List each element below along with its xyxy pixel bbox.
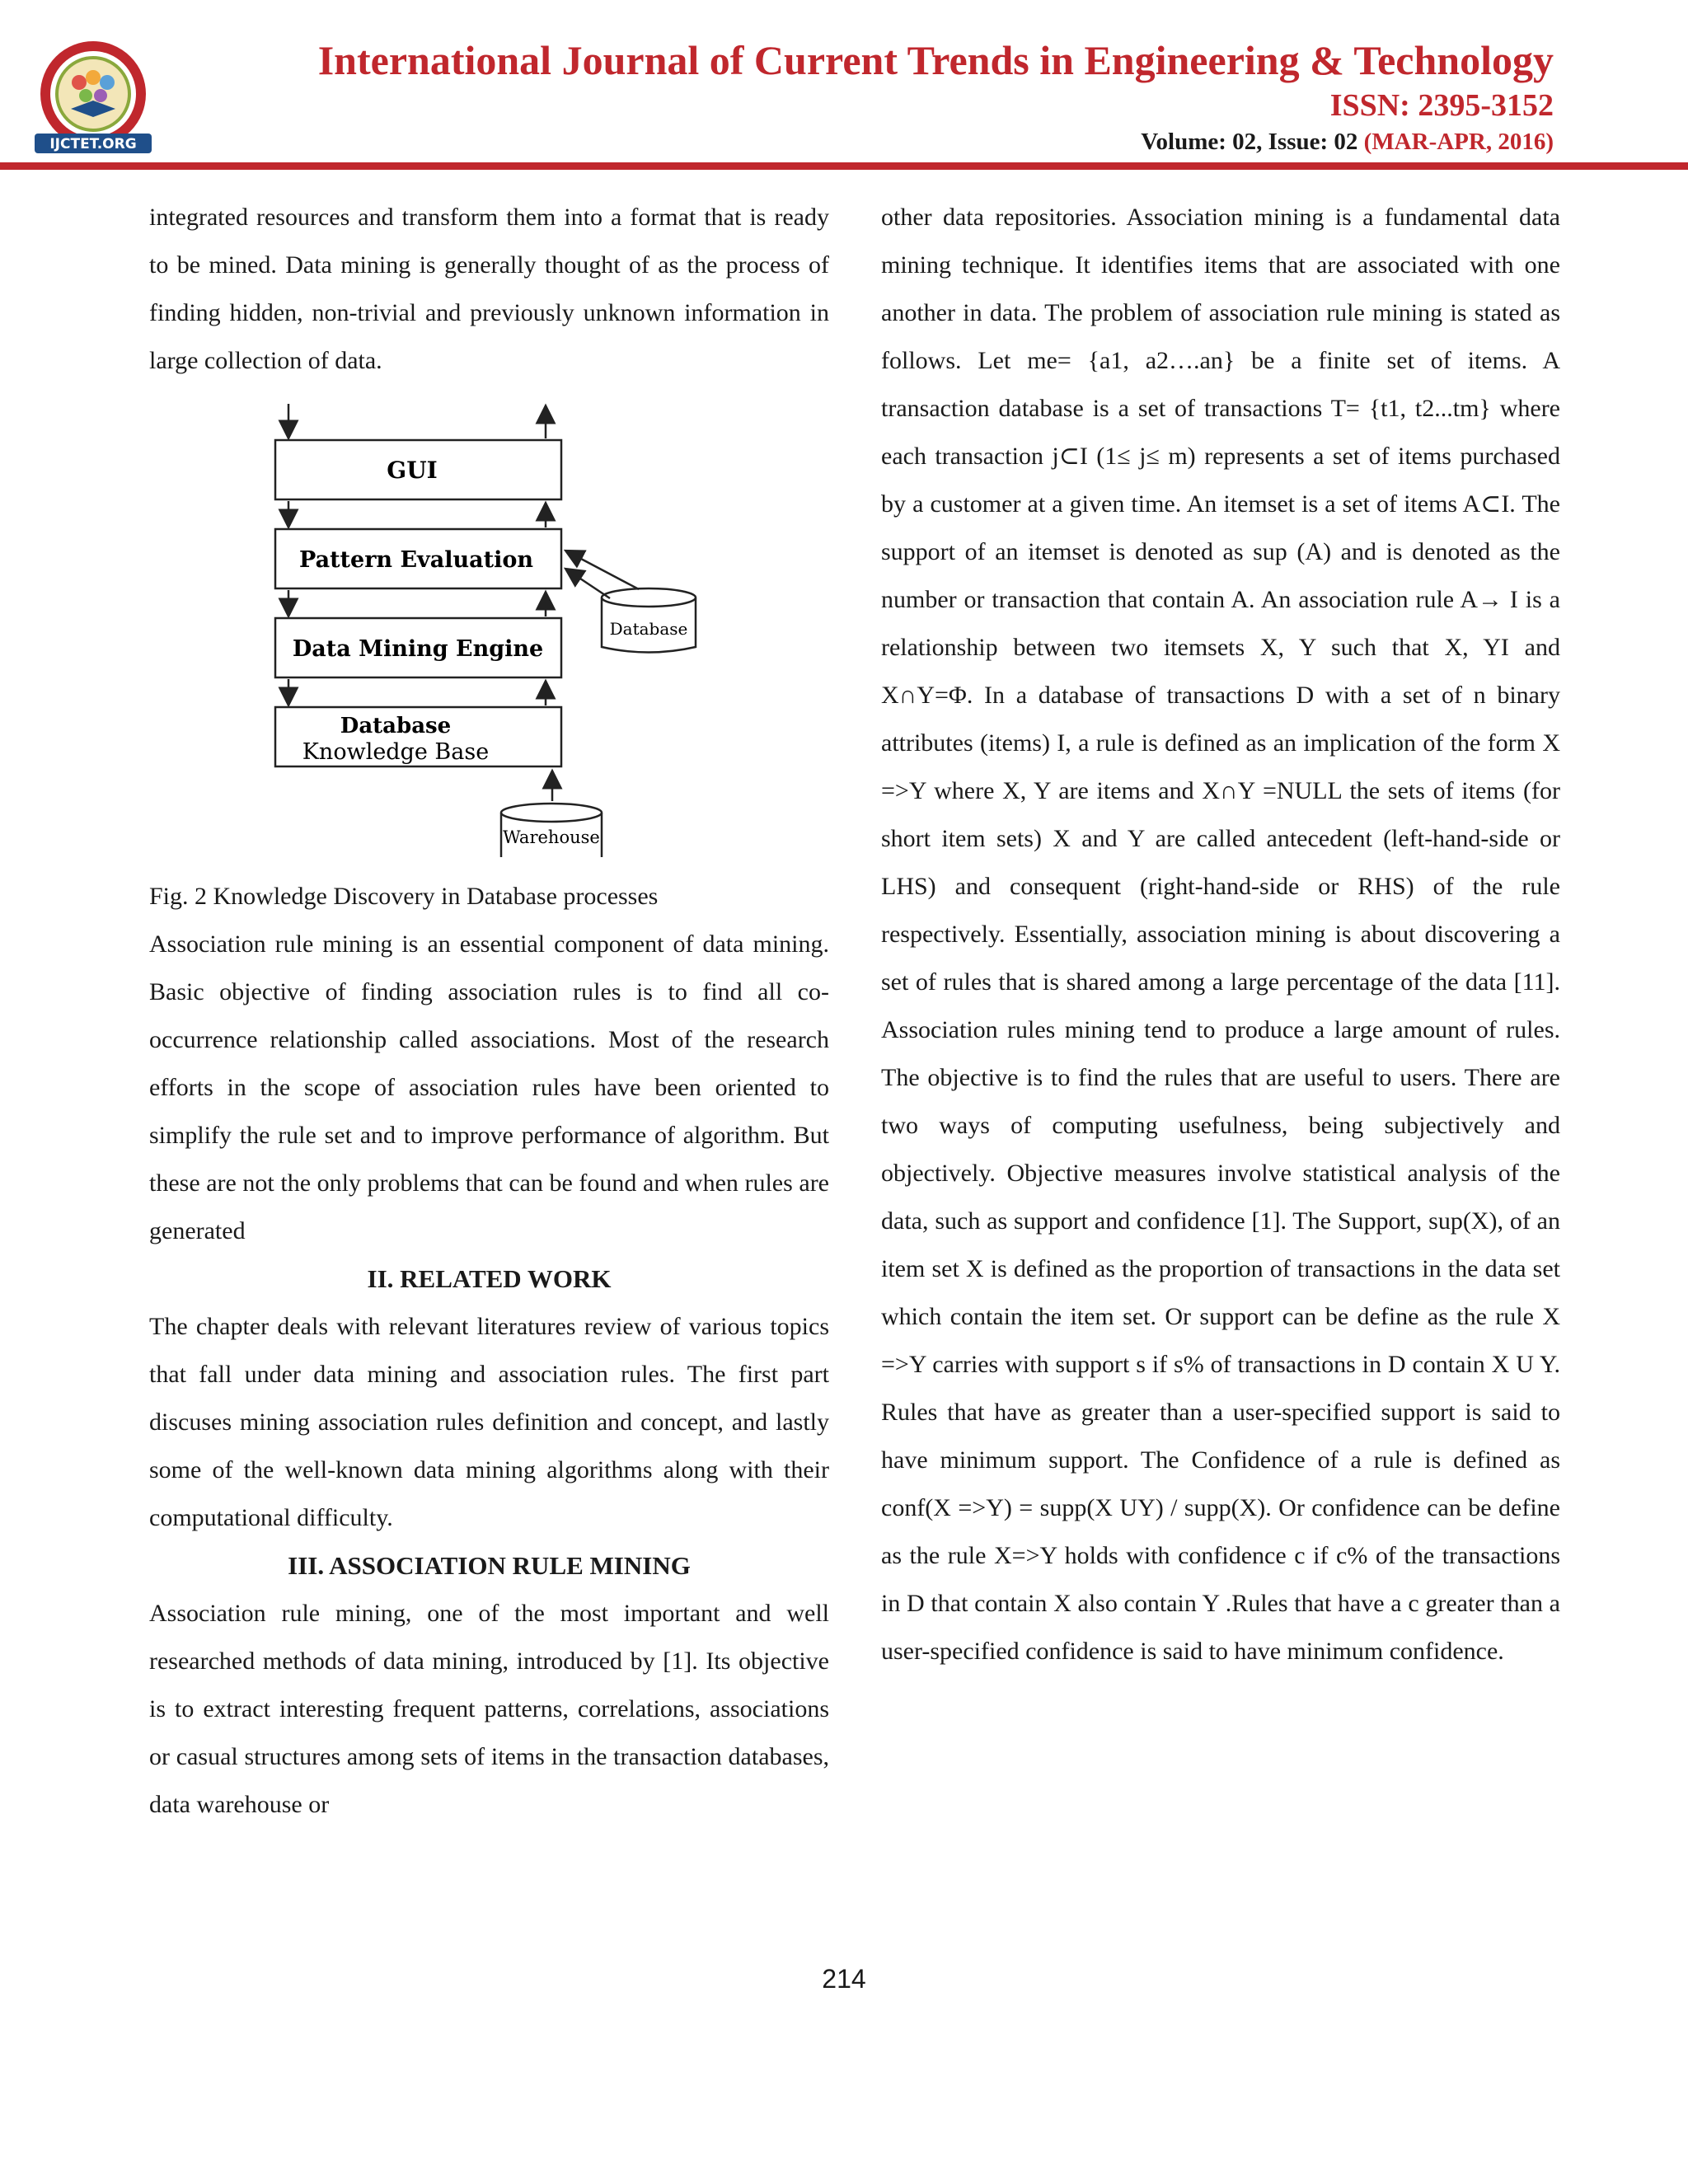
page-header — [0, 0, 1688, 173]
gui-label: GUI — [387, 457, 438, 484]
database-to-pattern-arrow-2 — [565, 569, 610, 598]
warehouse-label: Warehouse — [503, 827, 600, 847]
logo-text: IJCTET.ORG — [49, 136, 137, 152]
database-to-pattern-arrow-1 — [565, 551, 639, 589]
paragraph-arm: Association rule mining, one of the most important and well researched methods of data mining, introduced by [1]. Its objective is to extract interesting frequent patterns, correlations, associations or casual structures among sets of items in the transaction databases, data warehouse or — [149, 1600, 829, 1818]
right-column — [881, 194, 1560, 1675]
side-database-cylinder — [602, 588, 696, 653]
heading-association-rule-mining: III. ASSOCIATION RULE MINING — [288, 1551, 691, 1580]
paragraph-related-work: The chapter deals with relevant literatures review of various topics that fall under data mining and association rules. The first part discuses mining association rules definition and concept, and lastly some of the well-known data mining algorithms along with their computational difficulty. — [149, 1313, 829, 1531]
figure-caption: Fig. 2 Knowledge Discovery in Database processes — [149, 883, 659, 910]
knowledge-base-label: Knowledge Base — [302, 739, 490, 765]
side-database-label: Database — [609, 619, 688, 639]
paragraph-association: Association rule mining is an essential component of data mining. Basic objective of finding association rules is to find all co-occurrence relationship called associations. Most of the research efforts in the scope of association rules have been oriented to simplify the rule set and to improve performance of algorithm. But these are not the only problems that can be found and when rules are generated — [149, 930, 829, 1244]
page-number: 214 — [822, 1964, 866, 1994]
volume-label: Volume: 02, Issue: 02 — [1141, 129, 1358, 155]
header-divider — [0, 162, 1688, 170]
journal-title: International Journal of Current Trends in Engineering & Technology — [317, 37, 1554, 83]
issue-date: (MAR-APR, 2016) — [1363, 129, 1554, 155]
pattern-evaluation-label: Pattern Evaluation — [299, 547, 533, 573]
paragraph-right: other data repositories. Association mining is a fundamental data mining technique. It identifies items that are associated with one another in data. The problem of association rule mining is stated as follows. Let me= {a1, a2….an} be a finite set of items. A transaction database is a set of transactions T= {t1, t2...tm} where each transaction j⊂I (1≤ j≤ m) represents a set of items purchased by a customer at a given time. An itemset is a set of items A⊂I. The support of an itemset is denoted as sup (A) and is denoted as the number or transaction that contain A. An association rule A→ I is a relationship between two itemsets X, Y such that X, YI and X∩Y=Φ. In a database of transactions D with a set of n binary attributes (items) I, a rule is defined as an implication of the form X =>Y where X, Y are items and X∩Y =NULL the sets of items (for short item sets) X and Y are called antecedent (left-hand-side or LHS) and consequent (right-hand-side or RHS) of the rule respectively. Essentially, association mining is about discovering a set of rules that is shared among a large percentage of the data [11]. Association rules mining tend to produce a large amount of rules. The objective is to find the rules that are useful to users. There are two ways of computing usefulness, being subjectively and objectively. Objective measures involve statistical analysis of the data, such as support and confidence [1]. The Support, sup(X), of an item set X is defined as the proportion of transactions in the data set which contain the item set. Or support can be define as the rule X =>Y carries with support s if s% of transactions in D contain X U Y. Rules that have as greater than a user-specified support is said to have minimum support. The Confidence of a rule is defined as conf(X =>Y) = supp(X UY) / supp(X). Or confidence can be define as the rule X=>Y holds with confidence c if c% of the transactions in D that contain X also contain Y .Rules that have a c greater than a user-specified confidence is said to have minimum confidence. — [881, 204, 1560, 1665]
warehouse-cylinder — [501, 804, 602, 857]
issn: ISSN: 2395-3152 — [1329, 88, 1554, 123]
paragraph-intro: integrated resources and transform them into a format that is ready to be mined. Data mining is generally thought of as the process of finding hidden, non-trivial and previously unknown information in large collection of data. — [149, 204, 829, 374]
data-mining-engine-label: Data Mining Engine — [292, 636, 544, 662]
journal-logo — [28, 41, 158, 157]
volume-issue — [1141, 129, 1554, 156]
kdd-process-diagram — [247, 396, 709, 865]
database-label: Database — [340, 714, 452, 738]
heading-related-work: II. RELATED WORK — [367, 1264, 612, 1293]
